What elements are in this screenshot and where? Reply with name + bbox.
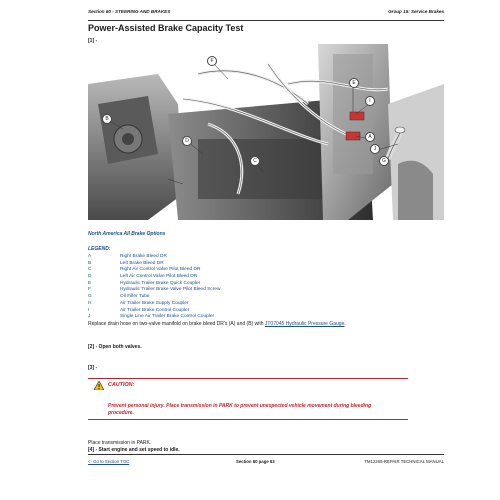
legend-text: Air Trailer Brake Control Coupler	[120, 307, 190, 313]
footer-manual-id: TM12266-REPAIR TECHNICAL MANUAL	[364, 459, 444, 464]
instruction-text	[88, 321, 346, 327]
callout-J: J	[370, 144, 380, 154]
section-toc-link[interactable]: <- Go to Section TOC	[88, 459, 130, 464]
caution-heading: CAUTION:	[108, 382, 135, 388]
legend-key: D	[88, 274, 92, 280]
header-section: Section 60 - STEERING AND BRAKES	[88, 9, 171, 14]
step-4-label: [4] - Start engine and set speed to idle.	[88, 447, 180, 453]
legend-key: I	[88, 307, 90, 313]
legend-text: Hydraulic Trailer Brake Quick Coupler	[120, 280, 201, 286]
page-title: Power-Assisted Brake Capacity Test	[88, 23, 244, 33]
legend-text: Left Brake Bleed DR	[120, 260, 164, 266]
legend-text: Right Brake Bleed DR	[120, 254, 167, 259]
legend-key: F	[88, 287, 91, 293]
legend-text: Right Air Control Valve Pilot Bleed DR	[120, 267, 201, 273]
page-footer	[88, 454, 444, 469]
instruction-before: Replace drain hose on two-valve manifold on brake bleed DR's (A) and (B) with	[88, 321, 265, 327]
legend-text: Hydraulic Trailer Brake Valve Pilot Bleed Screw	[120, 287, 221, 293]
brake-system-drawing	[88, 44, 444, 220]
legend-key: H	[88, 300, 92, 306]
legend-item	[88, 301, 388, 308]
caution-box	[88, 378, 408, 420]
legend-key: E	[88, 280, 92, 286]
pressure-gauge-link[interactable]: JT07045 Hydraulic Pressure Gauge	[264, 321, 345, 327]
place-transmission-text: Place transmission in PARK.	[88, 440, 152, 446]
callout-F: F	[207, 56, 217, 66]
options-heading: North America All Brake Options	[88, 231, 166, 237]
step-1-label: [1] -	[88, 38, 98, 44]
legend-key: G	[88, 294, 92, 300]
header-group: Group 15: Service Brakes	[388, 9, 444, 14]
callout-I: I	[365, 96, 375, 106]
brake-system-illustration	[88, 44, 444, 220]
legend-text: Oil Filler Tube	[120, 294, 150, 300]
legend-heading: LEGEND:	[88, 246, 111, 252]
legend-key: J	[88, 314, 91, 320]
step-3-label: [3] -	[88, 365, 98, 371]
legend-item	[88, 254, 388, 261]
legend-text: Left Air Control Valve Pilot Bleed DR	[120, 274, 198, 280]
legend-key: B	[88, 260, 92, 266]
legend-key: A	[88, 254, 92, 259]
callout-G: G	[379, 156, 389, 166]
legend-item	[88, 294, 388, 301]
legend-text: Single Line Air Trailer Brake Control Coupler	[120, 314, 215, 320]
footer-page-number: Section 60 page 63	[236, 459, 275, 464]
legend-text: Air Trailer Brake Supply Coupler	[120, 300, 189, 306]
callout-C: C	[250, 156, 260, 166]
warning-triangle-icon	[94, 381, 104, 390]
callout-A: A	[365, 132, 375, 142]
callout-B: B	[102, 114, 112, 124]
callout-E: E	[349, 78, 359, 88]
step-2-label: [2] - Open both valves.	[88, 344, 142, 350]
legend-list	[88, 254, 388, 321]
callout-D: D	[182, 136, 192, 146]
legend-key: C	[88, 267, 92, 273]
legend-item	[88, 274, 388, 281]
instruction-after: .	[344, 321, 346, 327]
page-header	[88, 6, 444, 21]
legend-item	[88, 314, 388, 321]
caution-text: Prevent personal injury. Place transmission in PARK to prevent unexpected vehicle movement during bleeding procedure.	[108, 403, 372, 416]
